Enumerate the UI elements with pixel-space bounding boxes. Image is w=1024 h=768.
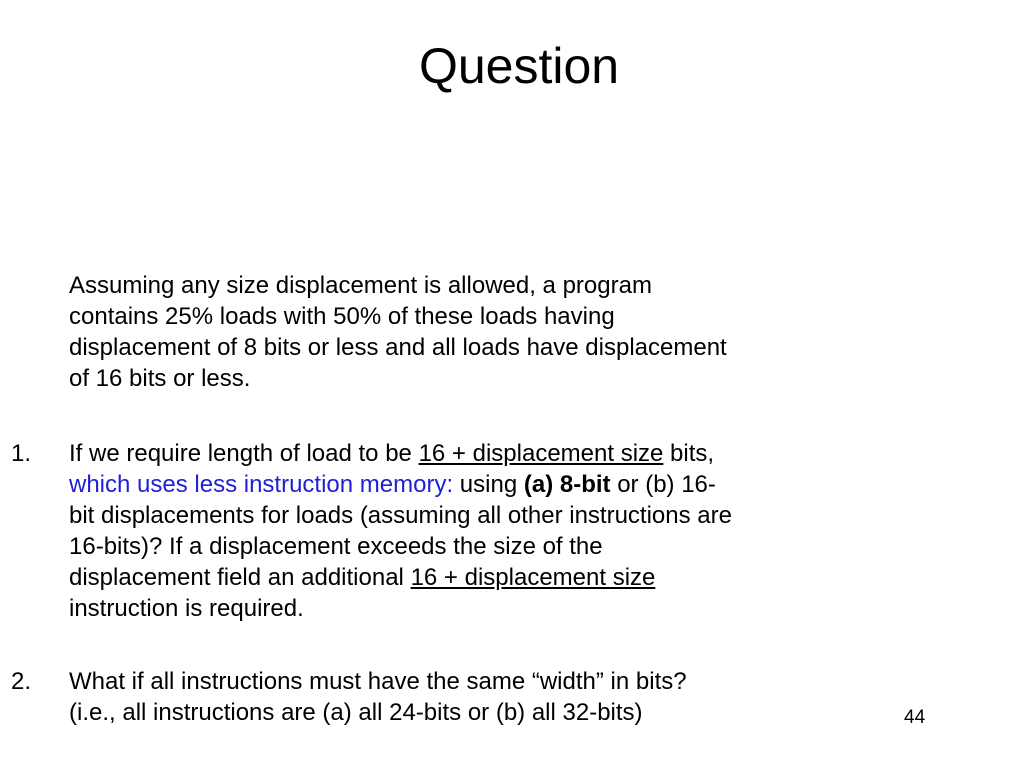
question-1-line-3: bit displacements for loads (assuming all other instructions are xyxy=(69,502,732,529)
question-1-line-5 xyxy=(69,562,869,593)
q1-text-a: If we require length of load to be xyxy=(69,440,419,467)
q1-blue-text: which uses less instruction memory: xyxy=(69,471,454,498)
page-number: 44 xyxy=(904,707,926,728)
q1-bold-option: (a) 8-bit xyxy=(523,471,611,498)
q1-option-b-text: or (b) 16- xyxy=(610,471,716,498)
question-1 xyxy=(11,438,869,624)
q1-text-b: bits, xyxy=(663,440,715,467)
q1-using-text: using xyxy=(453,471,524,498)
intro-line-1: Assuming any size displacement is allowed, a program xyxy=(69,272,652,299)
intro-paragraph xyxy=(69,270,869,394)
question-1-line-1 xyxy=(69,438,869,469)
slide-title: Question xyxy=(418,38,620,94)
q1-underlined-size-2: 16 + displacement size xyxy=(410,564,656,591)
question-2-line-2: (i.e., all instructions are (a) all 24-bits or (b) all 32-bits) xyxy=(69,699,643,726)
q1-additional-text: displacement field an additional xyxy=(69,564,411,591)
question-1-number: 1. xyxy=(11,440,32,467)
intro-line-3: displacement of 8 bits or less and all loads have displacement xyxy=(69,334,727,361)
q1-underlined-size: 16 + displacement size xyxy=(418,440,664,467)
question-1-line-2 xyxy=(69,469,869,500)
question-2 xyxy=(11,666,869,728)
intro-line-4: of 16 bits or less. xyxy=(69,365,251,392)
question-1-line-6: instruction is required. xyxy=(69,595,304,622)
question-2-line-1: What if all instructions must have the same “width” in bits? xyxy=(69,668,687,695)
question-2-number: 2. xyxy=(11,668,32,695)
intro-line-2: contains 25% loads with 50% of these loads having xyxy=(69,303,615,330)
question-1-line-4: 16-bits)? If a displacement exceeds the size of the xyxy=(69,533,603,560)
